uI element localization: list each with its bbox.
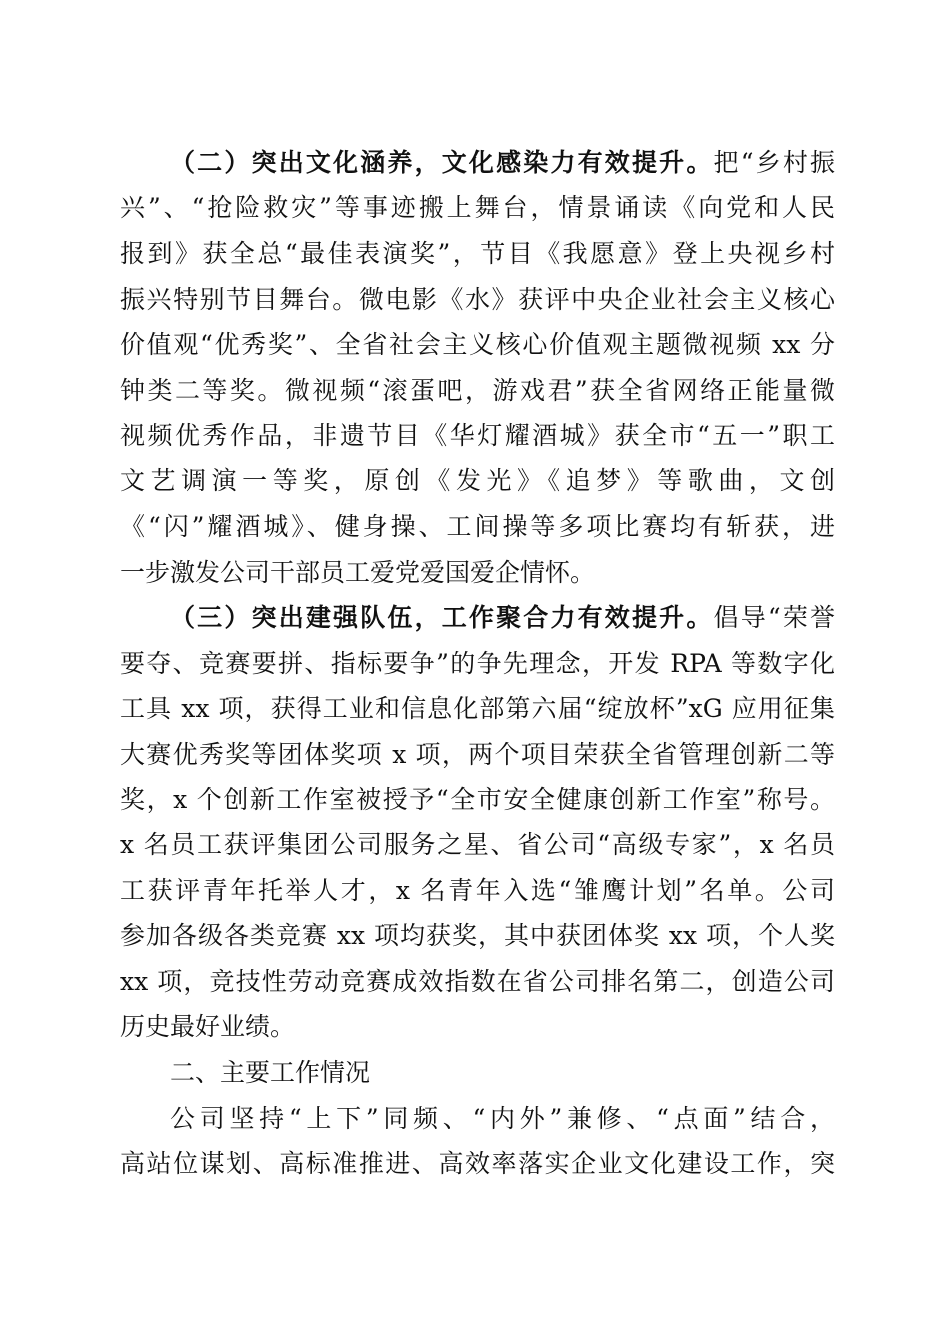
paragraph-2-line-7: 视频优秀作品，非遗节目《华灯耀酒城》获全市“五一”职工	[120, 421, 835, 450]
paragraph-3-line-2: 要夺、竞赛要拼、指标要争”的争先理念，开发 RPA 等数字化	[120, 649, 835, 678]
paragraph-3-line-7: 工获评青年托举人才，x 名青年入选“雏鹰计划”名单。公司	[120, 876, 835, 905]
paragraph-3-line-8: 参加各级各类竞赛 xx 项均获奖，其中获团体奖 xx 项，个人奖	[120, 921, 835, 950]
paragraph-2-line-4: 振兴特别节目舞台。微电影《水》获评中央企业社会主义核心	[120, 285, 835, 314]
paragraph-3-line-10: 历史最好业绩。	[120, 1012, 296, 1041]
paragraph-2-line-9: 《“闪”耀酒城》、健身操、工间操等多项比赛均有斩获，进	[120, 512, 835, 541]
paragraph-4-line-2: 高站位谋划、高标准推进、高效率落实企业文化建设工作，突	[120, 1149, 835, 1178]
paragraph-3-line-1-text: 倡导“荣誉	[713, 603, 835, 632]
section-heading: 二、主要工作情况	[170, 1058, 371, 1087]
paragraph-3-line-6: x 名员工获评集团公司服务之星、省公司“高级专家”，x 名员	[120, 830, 835, 859]
paragraph-2-line-1	[170, 145, 835, 181]
paragraph-2-line-5: 价值观“优秀奖”、全省社会主义核心价值观主题微视频 xx 分	[120, 330, 835, 359]
paragraph-2-line-3: 报到》获全总“最佳表演奖”，节目《我愿意》登上央视乡村	[120, 239, 835, 268]
paragraph-3-lead: （三）突出建强队伍，工作聚合力有效提升。	[170, 603, 714, 632]
paragraph-4-line-1: 公司坚持“上下”同频、“内外”兼修、“点面”结合，	[170, 1104, 835, 1133]
paragraph-3-line-3: 工具 xx 项，获得工业和信息化部第六届“绽放杯”xG 应用征集	[120, 694, 835, 723]
paragraph-2-line-10: 一步激发公司干部员工爱党爱国爱企情怀。	[120, 558, 596, 587]
paragraph-3-line-1	[170, 600, 835, 636]
paragraph-2-line-1-text: 把“乡村振	[713, 148, 835, 177]
paragraph-3-line-9: xx 项，竞技性劳动竞赛成效指数在省公司排名第二，创造公司	[120, 967, 835, 996]
paragraph-3-line-4: 大赛优秀奖等团体奖项 x 项，两个项目荣获全省管理创新二等	[120, 740, 835, 769]
paragraph-2-line-2: 兴”、“抢险救灾”等事迹搬上舞台，情景诵读《向党和人民	[120, 193, 835, 222]
paragraph-2-line-6: 钟类二等奖。微视频“滚蛋吧，游戏君”获全省网络正能量微	[120, 376, 835, 405]
paragraph-2-lead: （二）突出文化涵养，文化感染力有效提升。	[170, 148, 714, 177]
paragraph-3-line-5: 奖，x 个创新工作室被授予“全市安全健康创新工作室”称号。	[120, 785, 835, 814]
paragraph-2-line-8: 文艺调演一等奖，原创《发光》《追梦》等歌曲，文创	[120, 466, 835, 495]
